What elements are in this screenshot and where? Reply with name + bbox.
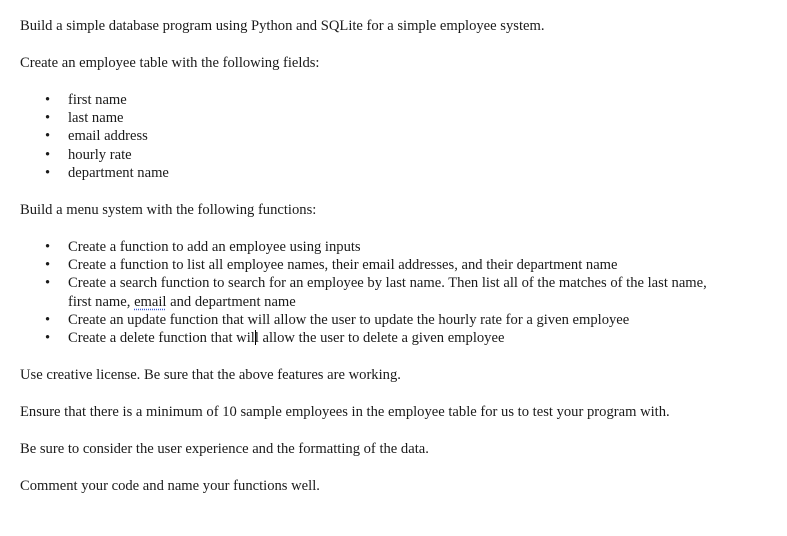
field-list	[20, 91, 780, 182]
list-item	[20, 238, 780, 256]
list-item	[20, 329, 780, 347]
license-note: Use creative license. Be sure that the above features are working.	[20, 367, 401, 384]
spacer	[20, 421, 780, 440]
function-delete-start: Create a delete function that wil	[68, 330, 255, 347]
list-item	[20, 91, 780, 109]
function-search-line2-end: and department name	[166, 293, 296, 310]
document-body[interactable]	[20, 17, 780, 495]
list-item	[20, 311, 780, 329]
bullet-icon: •	[45, 239, 51, 256]
spacer	[20, 35, 780, 54]
table-heading: Create an employee table with the following fields:	[20, 55, 320, 71]
ux-note: Be sure to consider the user experience and the formatting of the data.	[20, 441, 429, 458]
field-hourly-rate: hourly rate	[68, 146, 132, 163]
sample-note: Ensure that there is a minimum of 10 sample employees in the employee table for us to test your program with.	[20, 404, 670, 421]
bullet-icon: •	[45, 110, 51, 127]
bullet-icon: •	[45, 330, 51, 347]
spacer	[20, 219, 780, 238]
field-last-name: last name	[68, 110, 124, 127]
spacer	[20, 347, 780, 366]
function-update: Create an update function that will allow the user to update the hourly rate for a given employee	[68, 311, 630, 328]
list-item	[20, 127, 780, 145]
bullet-icon: •	[45, 146, 51, 163]
bullet-icon: •	[45, 164, 51, 181]
bullet-icon: •	[45, 275, 51, 292]
bullet-icon: •	[45, 311, 51, 328]
bullet-icon: •	[45, 128, 51, 145]
list-item	[20, 256, 780, 274]
function-search-line2-start: first name,	[68, 293, 135, 310]
function-search-line1: Create a search function to search for an employee by last name. Then list all of the matches of the last name,	[68, 275, 707, 292]
field-department-name: department name	[68, 164, 169, 181]
function-delete-end: l allow the user to delete a given employee	[254, 330, 505, 347]
comment-note: Comment your code and name your functions well.	[20, 478, 320, 495]
spacer	[20, 72, 780, 91]
spellcheck-word[interactable]: email	[134, 293, 167, 310]
list-item	[20, 146, 780, 164]
intro-paragraph: Build a simple database program using Python and SQLite for a simple employee system.	[20, 18, 545, 34]
menu-heading: Build a menu system with the following functions:	[20, 202, 317, 219]
bullet-icon: •	[45, 257, 51, 274]
spacer	[20, 384, 780, 403]
list-item	[20, 274, 780, 310]
spacer	[20, 458, 780, 477]
function-list	[20, 238, 780, 347]
field-email-address: email address	[68, 128, 148, 145]
function-list-all: Create a function to list all employee names, their email addresses, and their department name	[68, 257, 618, 274]
list-item	[20, 164, 780, 182]
list-item	[20, 109, 780, 127]
function-add: Create a function to add an employee using inputs	[68, 239, 361, 256]
bullet-icon: •	[45, 92, 51, 108]
field-first-name: first name	[68, 92, 127, 108]
spacer	[20, 182, 780, 201]
